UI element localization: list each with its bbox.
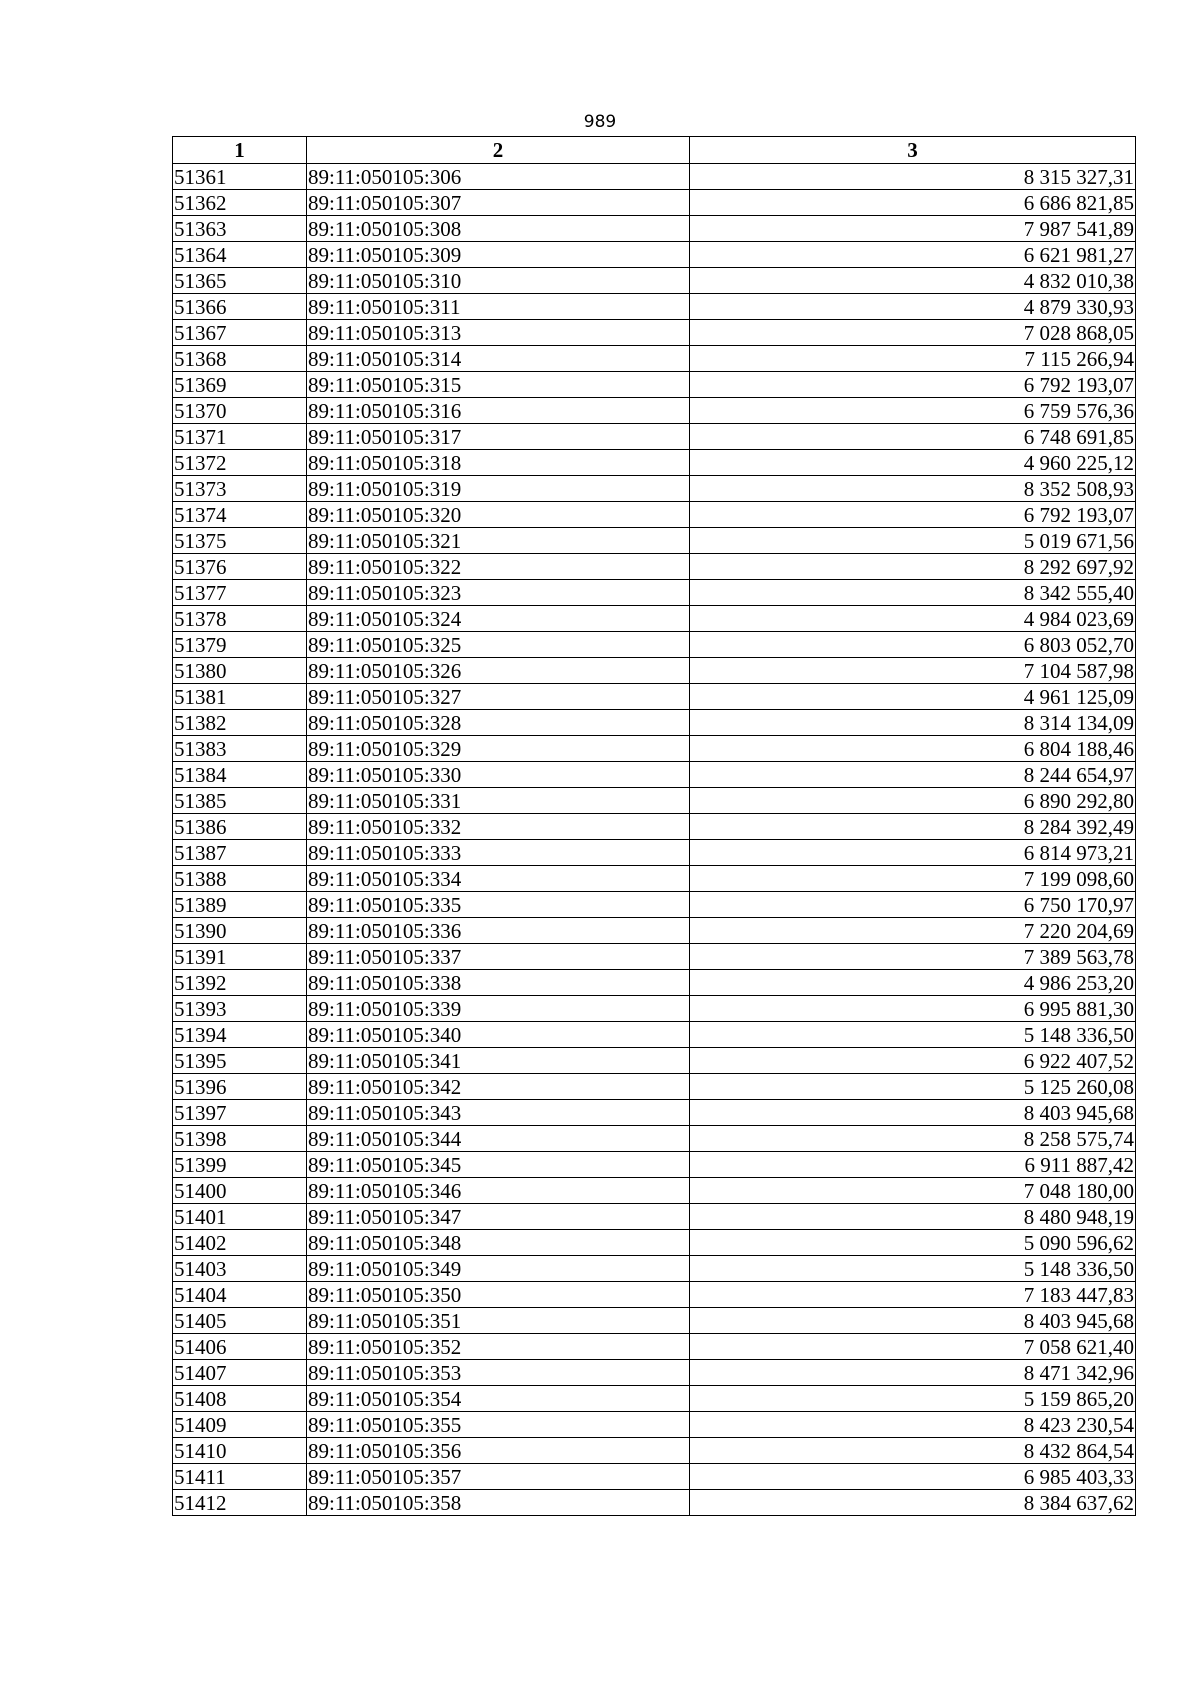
cadastral-number-cell: 89:11:050105:327 xyxy=(307,684,690,710)
row-number-cell: 51376 xyxy=(173,554,307,580)
cadastral-value-cell: 7 199 098,60 xyxy=(690,866,1136,892)
cadastral-number-cell: 89:11:050105:323 xyxy=(307,580,690,606)
row-number-cell: 51408 xyxy=(173,1386,307,1412)
cadastral-number-cell: 89:11:050105:321 xyxy=(307,528,690,554)
cadastral-number-cell: 89:11:050105:325 xyxy=(307,632,690,658)
row-number-cell: 51391 xyxy=(173,944,307,970)
row-number-cell: 51392 xyxy=(173,970,307,996)
cadastral-value-cell: 5 019 671,56 xyxy=(690,528,1136,554)
row-number-cell: 51367 xyxy=(173,320,307,346)
cadastral-value-cell: 6 911 887,42 xyxy=(690,1152,1136,1178)
cadastral-number-cell: 89:11:050105:307 xyxy=(307,190,690,216)
cadastral-value-cell: 5 148 336,50 xyxy=(690,1256,1136,1282)
cadastral-value-cell: 6 995 881,30 xyxy=(690,996,1136,1022)
cadastral-number-cell: 89:11:050105:356 xyxy=(307,1438,690,1464)
cadastral-value-cell: 8 315 327,31 xyxy=(690,164,1136,190)
row-number-cell: 51395 xyxy=(173,1048,307,1074)
column-header-2: 2 xyxy=(307,137,690,164)
row-number-cell: 51366 xyxy=(173,294,307,320)
cadastral-number-cell: 89:11:050105:315 xyxy=(307,372,690,398)
cadastral-value-cell: 6 922 407,52 xyxy=(690,1048,1136,1074)
cadastral-number-cell: 89:11:050105:344 xyxy=(307,1126,690,1152)
row-number-cell: 51372 xyxy=(173,450,307,476)
row-number-cell: 51407 xyxy=(173,1360,307,1386)
row-number-cell: 51411 xyxy=(173,1464,307,1490)
cadastral-value-cell: 8 284 392,49 xyxy=(690,814,1136,840)
row-number-cell: 51403 xyxy=(173,1256,307,1282)
table-row xyxy=(173,320,1136,346)
row-number-cell: 51390 xyxy=(173,918,307,944)
cadastral-value-cell: 8 423 230,54 xyxy=(690,1412,1136,1438)
cadastral-value-table xyxy=(172,136,1136,1516)
row-number-cell: 51362 xyxy=(173,190,307,216)
cadastral-value-cell: 7 048 180,00 xyxy=(690,1178,1136,1204)
row-number-cell: 51405 xyxy=(173,1308,307,1334)
cadastral-value-cell: 6 748 691,85 xyxy=(690,424,1136,450)
cadastral-value-cell: 8 342 555,40 xyxy=(690,580,1136,606)
cadastral-value-cell: 4 986 253,20 xyxy=(690,970,1136,996)
cadastral-number-cell: 89:11:050105:347 xyxy=(307,1204,690,1230)
cadastral-number-cell: 89:11:050105:335 xyxy=(307,892,690,918)
cadastral-value-cell: 6 804 188,46 xyxy=(690,736,1136,762)
cadastral-number-cell: 89:11:050105:331 xyxy=(307,788,690,814)
table-row xyxy=(173,528,1136,554)
cadastral-value-cell: 7 220 204,69 xyxy=(690,918,1136,944)
cadastral-value-cell: 4 832 010,38 xyxy=(690,268,1136,294)
row-number-cell: 51398 xyxy=(173,1126,307,1152)
table-row xyxy=(173,424,1136,450)
cadastral-value-cell: 6 621 981,27 xyxy=(690,242,1136,268)
cadastral-number-cell: 89:11:050105:310 xyxy=(307,268,690,294)
table-row xyxy=(173,1048,1136,1074)
table-row xyxy=(173,684,1136,710)
cadastral-number-cell: 89:11:050105:342 xyxy=(307,1074,690,1100)
table-header-row xyxy=(173,137,1136,164)
cadastral-number-cell: 89:11:050105:313 xyxy=(307,320,690,346)
row-number-cell: 51364 xyxy=(173,242,307,268)
row-number-cell: 51386 xyxy=(173,814,307,840)
cadastral-number-cell: 89:11:050105:334 xyxy=(307,866,690,892)
table-row xyxy=(173,346,1136,372)
table-row xyxy=(173,1074,1136,1100)
table-row xyxy=(173,814,1136,840)
cadastral-number-cell: 89:11:050105:316 xyxy=(307,398,690,424)
table-row xyxy=(173,502,1136,528)
row-number-cell: 51381 xyxy=(173,684,307,710)
table-row xyxy=(173,710,1136,736)
row-number-cell: 51412 xyxy=(173,1490,307,1516)
row-number-cell: 51374 xyxy=(173,502,307,528)
table-row xyxy=(173,1282,1136,1308)
cadastral-number-cell: 89:11:050105:317 xyxy=(307,424,690,450)
table-row xyxy=(173,606,1136,632)
cadastral-number-cell: 89:11:050105:336 xyxy=(307,918,690,944)
cadastral-number-cell: 89:11:050105:311 xyxy=(307,294,690,320)
cadastral-value-cell: 6 803 052,70 xyxy=(690,632,1136,658)
table-row xyxy=(173,736,1136,762)
cadastral-value-cell: 8 314 134,09 xyxy=(690,710,1136,736)
row-number-cell: 51371 xyxy=(173,424,307,450)
table-row xyxy=(173,372,1136,398)
cadastral-value-cell: 6 814 973,21 xyxy=(690,840,1136,866)
cadastral-number-cell: 89:11:050105:328 xyxy=(307,710,690,736)
cadastral-value-cell: 5 159 865,20 xyxy=(690,1386,1136,1412)
cadastral-number-cell: 89:11:050105:322 xyxy=(307,554,690,580)
cadastral-value-cell: 4 879 330,93 xyxy=(690,294,1136,320)
cadastral-value-cell: 8 244 654,97 xyxy=(690,762,1136,788)
column-header-1: 1 xyxy=(173,137,307,164)
table-row xyxy=(173,1334,1136,1360)
table-row xyxy=(173,1256,1136,1282)
row-number-cell: 51365 xyxy=(173,268,307,294)
cadastral-number-cell: 89:11:050105:306 xyxy=(307,164,690,190)
row-number-cell: 51377 xyxy=(173,580,307,606)
table-row xyxy=(173,1230,1136,1256)
cadastral-number-cell: 89:11:050105:332 xyxy=(307,814,690,840)
table-row xyxy=(173,554,1136,580)
cadastral-number-cell: 89:11:050105:357 xyxy=(307,1464,690,1490)
page-number: 989 xyxy=(583,112,617,132)
cadastral-number-cell: 89:11:050105:341 xyxy=(307,1048,690,1074)
table-row xyxy=(173,944,1136,970)
table-row xyxy=(173,1464,1136,1490)
table-row xyxy=(173,190,1136,216)
row-number-cell: 51393 xyxy=(173,996,307,1022)
row-number-cell: 51382 xyxy=(173,710,307,736)
cadastral-number-cell: 89:11:050105:326 xyxy=(307,658,690,684)
cadastral-number-cell: 89:11:050105:354 xyxy=(307,1386,690,1412)
cadastral-number-cell: 89:11:050105:339 xyxy=(307,996,690,1022)
cadastral-number-cell: 89:11:050105:333 xyxy=(307,840,690,866)
table-row xyxy=(173,970,1136,996)
table-row xyxy=(173,450,1136,476)
row-number-cell: 51369 xyxy=(173,372,307,398)
table-row xyxy=(173,1204,1136,1230)
cadastral-value-cell: 4 961 125,09 xyxy=(690,684,1136,710)
row-number-cell: 51394 xyxy=(173,1022,307,1048)
cadastral-value-cell: 7 389 563,78 xyxy=(690,944,1136,970)
row-number-cell: 51396 xyxy=(173,1074,307,1100)
cadastral-number-cell: 89:11:050105:318 xyxy=(307,450,690,476)
row-number-cell: 51368 xyxy=(173,346,307,372)
cadastral-number-cell: 89:11:050105:349 xyxy=(307,1256,690,1282)
table-row xyxy=(173,294,1136,320)
cadastral-value-cell: 6 792 193,07 xyxy=(690,502,1136,528)
cadastral-number-cell: 89:11:050105:308 xyxy=(307,216,690,242)
table-row xyxy=(173,1178,1136,1204)
cadastral-value-cell: 8 480 948,19 xyxy=(690,1204,1136,1230)
row-number-cell: 51375 xyxy=(173,528,307,554)
row-number-cell: 51399 xyxy=(173,1152,307,1178)
table-row xyxy=(173,216,1136,242)
table-row xyxy=(173,398,1136,424)
table-row xyxy=(173,1386,1136,1412)
table-row xyxy=(173,1152,1136,1178)
row-number-cell: 51363 xyxy=(173,216,307,242)
table-row xyxy=(173,1022,1136,1048)
table-row xyxy=(173,1490,1136,1516)
cadastral-value-cell: 6 686 821,85 xyxy=(690,190,1136,216)
cadastral-number-cell: 89:11:050105:351 xyxy=(307,1308,690,1334)
table-row xyxy=(173,476,1136,502)
table-row xyxy=(173,866,1136,892)
cadastral-value-cell: 7 183 447,83 xyxy=(690,1282,1136,1308)
table-row xyxy=(173,788,1136,814)
cadastral-number-cell: 89:11:050105:343 xyxy=(307,1100,690,1126)
row-number-cell: 51385 xyxy=(173,788,307,814)
cadastral-value-cell: 8 352 508,93 xyxy=(690,476,1136,502)
cadastral-number-cell: 89:11:050105:319 xyxy=(307,476,690,502)
cadastral-number-cell: 89:11:050105:355 xyxy=(307,1412,690,1438)
cadastral-value-cell: 7 987 541,89 xyxy=(690,216,1136,242)
row-number-cell: 51409 xyxy=(173,1412,307,1438)
cadastral-number-cell: 89:11:050105:350 xyxy=(307,1282,690,1308)
row-number-cell: 51361 xyxy=(173,164,307,190)
table-row xyxy=(173,840,1136,866)
cadastral-value-cell: 8 403 945,68 xyxy=(690,1100,1136,1126)
row-number-cell: 51378 xyxy=(173,606,307,632)
row-number-cell: 51388 xyxy=(173,866,307,892)
row-number-cell: 51383 xyxy=(173,736,307,762)
cadastral-value-cell: 8 384 637,62 xyxy=(690,1490,1136,1516)
row-number-cell: 51370 xyxy=(173,398,307,424)
table-row xyxy=(173,1438,1136,1464)
row-number-cell: 51397 xyxy=(173,1100,307,1126)
cadastral-value-cell: 8 292 697,92 xyxy=(690,554,1136,580)
cadastral-value-cell: 5 148 336,50 xyxy=(690,1022,1136,1048)
cadastral-value-cell: 4 960 225,12 xyxy=(690,450,1136,476)
row-number-cell: 51387 xyxy=(173,840,307,866)
row-number-cell: 51400 xyxy=(173,1178,307,1204)
cadastral-number-cell: 89:11:050105:324 xyxy=(307,606,690,632)
cadastral-value-cell: 7 104 587,98 xyxy=(690,658,1136,684)
table-row xyxy=(173,996,1136,1022)
table-row xyxy=(173,268,1136,294)
cadastral-value-cell: 6 759 576,36 xyxy=(690,398,1136,424)
cadastral-value-cell: 6 985 403,33 xyxy=(690,1464,1136,1490)
cadastral-value-cell: 5 125 260,08 xyxy=(690,1074,1136,1100)
cadastral-value-cell: 8 432 864,54 xyxy=(690,1438,1136,1464)
cadastral-number-cell: 89:11:050105:329 xyxy=(307,736,690,762)
cadastral-number-cell: 89:11:050105:345 xyxy=(307,1152,690,1178)
table-row xyxy=(173,918,1136,944)
cadastral-number-cell: 89:11:050105:353 xyxy=(307,1360,690,1386)
cadastral-value-cell: 8 403 945,68 xyxy=(690,1308,1136,1334)
row-number-cell: 51406 xyxy=(173,1334,307,1360)
table-row xyxy=(173,1308,1136,1334)
cadastral-number-cell: 89:11:050105:348 xyxy=(307,1230,690,1256)
table-row xyxy=(173,762,1136,788)
cadastral-value-cell: 7 115 266,94 xyxy=(690,346,1136,372)
cadastral-number-cell: 89:11:050105:337 xyxy=(307,944,690,970)
cadastral-value-cell: 4 984 023,69 xyxy=(690,606,1136,632)
cadastral-number-cell: 89:11:050105:330 xyxy=(307,762,690,788)
cadastral-number-cell: 89:11:050105:358 xyxy=(307,1490,690,1516)
row-number-cell: 51373 xyxy=(173,476,307,502)
row-number-cell: 51402 xyxy=(173,1230,307,1256)
table-row xyxy=(173,632,1136,658)
row-number-cell: 51384 xyxy=(173,762,307,788)
row-number-cell: 51410 xyxy=(173,1438,307,1464)
cadastral-value-cell: 5 090 596,62 xyxy=(690,1230,1136,1256)
row-number-cell: 51404 xyxy=(173,1282,307,1308)
row-number-cell: 51401 xyxy=(173,1204,307,1230)
table-row xyxy=(173,892,1136,918)
table-row xyxy=(173,242,1136,268)
cadastral-number-cell: 89:11:050105:309 xyxy=(307,242,690,268)
table-row xyxy=(173,658,1136,684)
row-number-cell: 51379 xyxy=(173,632,307,658)
cadastral-value-cell: 6 792 193,07 xyxy=(690,372,1136,398)
cadastral-number-cell: 89:11:050105:338 xyxy=(307,970,690,996)
cadastral-number-cell: 89:11:050105:314 xyxy=(307,346,690,372)
cadastral-number-cell: 89:11:050105:340 xyxy=(307,1022,690,1048)
cadastral-value-cell: 8 258 575,74 xyxy=(690,1126,1136,1152)
cadastral-number-cell: 89:11:050105:346 xyxy=(307,1178,690,1204)
column-header-3: 3 xyxy=(690,137,1136,164)
row-number-cell: 51389 xyxy=(173,892,307,918)
table-body xyxy=(173,164,1136,1516)
table-row xyxy=(173,164,1136,190)
cadastral-value-cell: 7 058 621,40 xyxy=(690,1334,1136,1360)
row-number-cell: 51380 xyxy=(173,658,307,684)
cadastral-value-cell: 6 750 170,97 xyxy=(690,892,1136,918)
cadastral-number-cell: 89:11:050105:352 xyxy=(307,1334,690,1360)
table-row xyxy=(173,580,1136,606)
table-row xyxy=(173,1100,1136,1126)
cadastral-number-cell: 89:11:050105:320 xyxy=(307,502,690,528)
cadastral-value-cell: 6 890 292,80 xyxy=(690,788,1136,814)
cadastral-value-cell: 7 028 868,05 xyxy=(690,320,1136,346)
table-row xyxy=(173,1412,1136,1438)
cadastral-value-cell: 8 471 342,96 xyxy=(690,1360,1136,1386)
table-row xyxy=(173,1126,1136,1152)
table-row xyxy=(173,1360,1136,1386)
